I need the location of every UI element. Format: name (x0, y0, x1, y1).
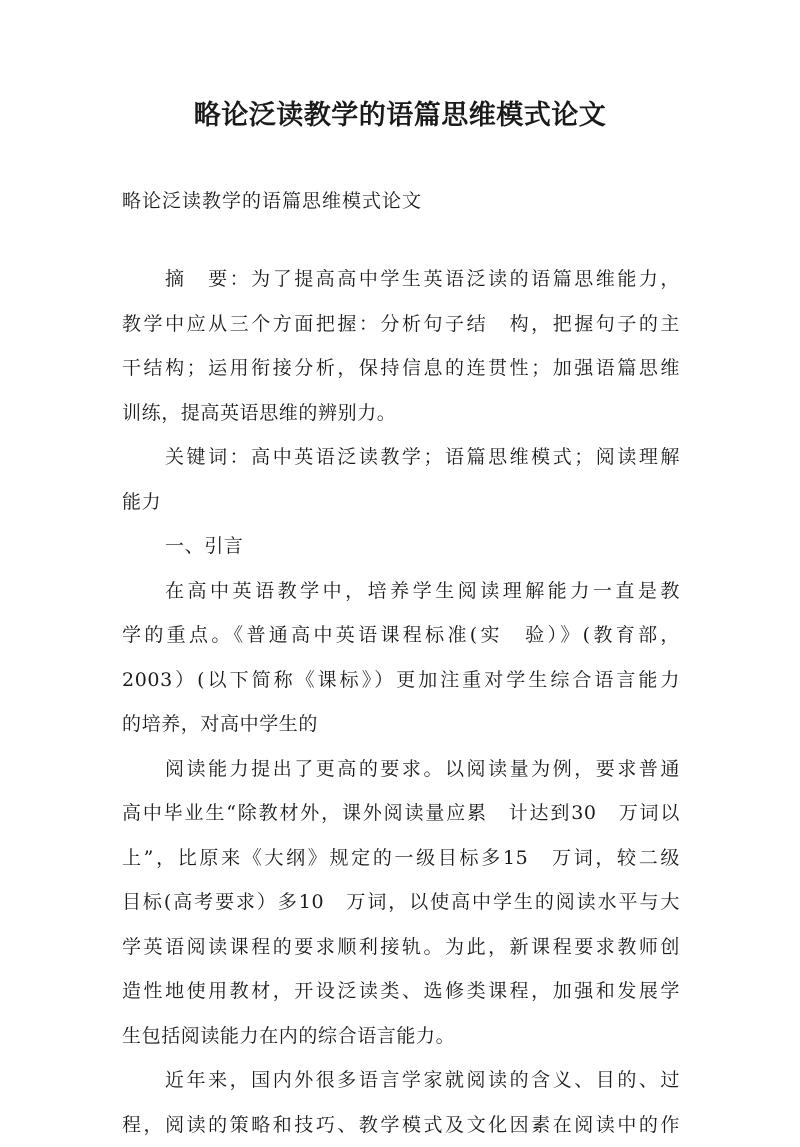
text-line: 的培养，对高中学生的 (122, 702, 680, 747)
document-body (122, 257, 680, 1147)
text-line: 教学中应从三个方面把握：分析句子结 构，把握句子的主 (122, 302, 680, 347)
document-subtitle: 略论泛读教学的语篇思维模式论文 (122, 186, 422, 216)
text-line: 学英语阅读课程的要求顺利接轨。为此，新课程要求教师创 (122, 925, 680, 970)
text-line: 目标(高考要求）多10 万词，以使高中学生的阅读水平与大 (122, 880, 680, 925)
text-line: 在高中英语教学中，培养学生阅读理解能力一直是教 (122, 569, 680, 614)
text-line: 摘 要：为了提高高中学生英语泛读的语篇思维能力， (122, 257, 680, 302)
text-line: 干结构；运用衔接分析，保持信息的连贯性；加强语篇思维 (122, 346, 680, 391)
text-line: 2003）(以下简称《课标》）更加注重对学生综合语言能力 (122, 658, 680, 703)
text-line: 高中毕业生“除教材外，课外阅读量应累 计达到30 万词以 (122, 791, 680, 836)
text-line: 生包括阅读能力在内的综合语言能力。 (122, 1014, 680, 1059)
text-line: 阅读能力提出了更高的要求。以阅读量为例，要求普通 (122, 747, 680, 792)
text-line: 关键词：高中英语泛读教学；语篇思维模式；阅读理解 (122, 435, 680, 480)
text-line: 训练，提高英语思维的辨别力。 (122, 391, 680, 436)
text-line: 能力 (122, 480, 680, 525)
text-line: 程，阅读的策略和技巧、教学模式及文化因素在阅读中的作 (122, 1103, 680, 1147)
text-line: 一、引言 (122, 524, 680, 569)
text-line: 造性地使用教材，开设泛读类、选修类课程，加强和发展学 (122, 969, 680, 1014)
document-title: 略论泛读教学的语篇思维模式论文 (0, 96, 800, 136)
text-line: 近年来，国内外很多语言学家就阅读的含义、目的、过 (122, 1058, 680, 1103)
text-line: 上”，比原来《大纲》规定的一级目标多15 万词，较二级 (122, 836, 680, 881)
text-line: 学的重点。《普通高中英语课程标准(实 验）》(教育部， (122, 613, 680, 658)
